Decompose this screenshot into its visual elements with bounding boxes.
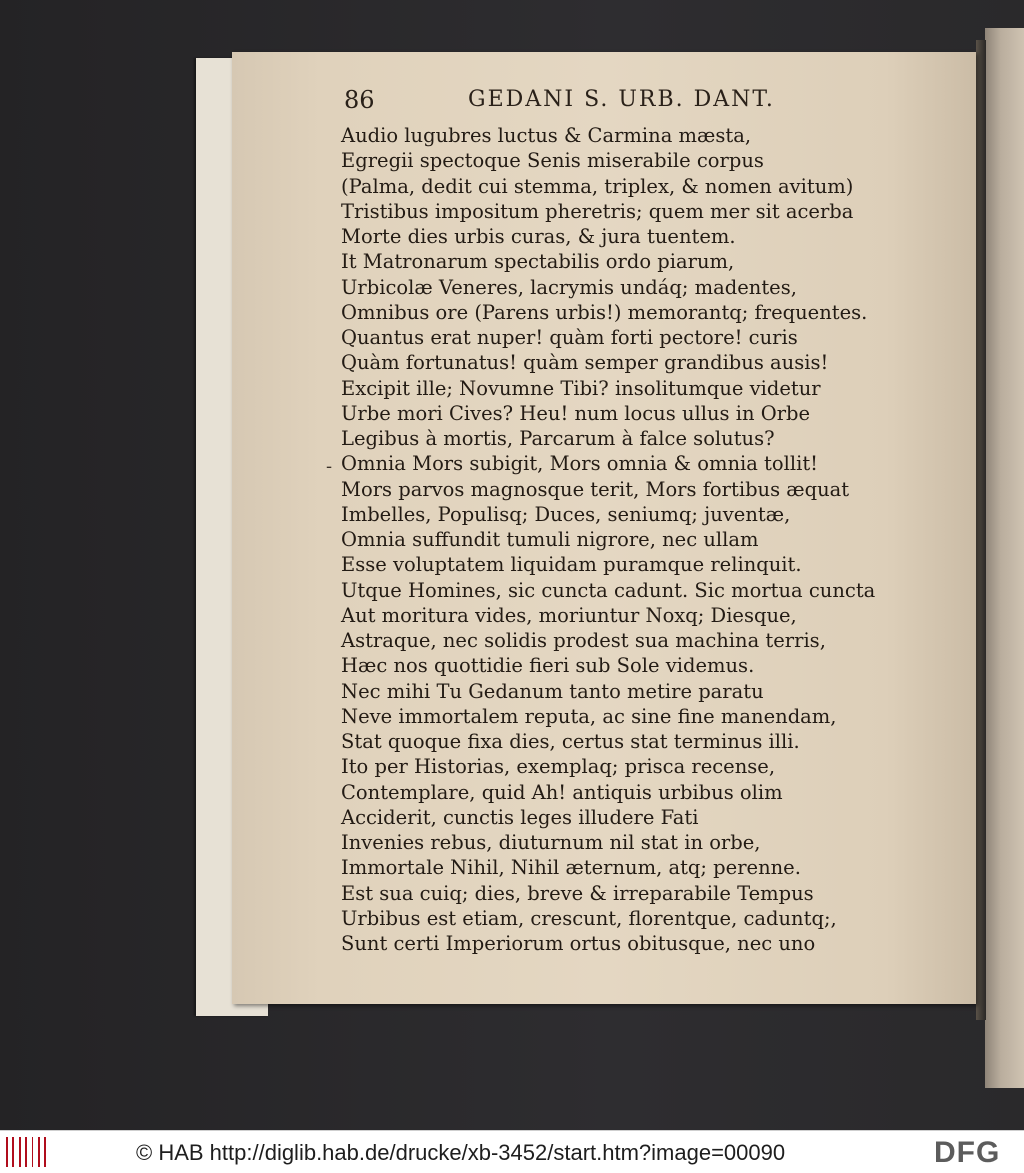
text-line: Audio lugubres luctus & Carmina mæsta, (341, 124, 752, 147)
text-line: Urbicolæ Veneres, lacrymis undáq; madentes, (341, 275, 797, 299)
text-line: Aut moritura vides, moriuntur Noxq; Diesque, (341, 603, 797, 627)
text-line: Neve immortalem reputa, ac sine fine manendam, (341, 704, 837, 728)
text-line: Contemplare, quid Ah! antiquis urbibus olim (341, 780, 783, 804)
facing-page-edge (985, 28, 1024, 1088)
text-line: Quantus erat nuper! quàm forti pectore! curis (341, 326, 798, 349)
dfg-logo: DFG (934, 1136, 1001, 1169)
text-line: (Palma, dedit cui stemma, triplex, & nomen avitum) (341, 174, 854, 198)
page-number: 86 (344, 86, 375, 114)
text-line: Mors parvos magnosque terit, Mors fortibus æquat (341, 477, 850, 501)
hab-logo-icon (6, 1137, 46, 1167)
text-line: It Matronarum spectabilis ordo piarum, (341, 250, 735, 274)
text-line: Ito per Historias, exemplaq; prisca recense, (341, 755, 776, 779)
text-line: Immortale Nihil, Nihil æternum, atq; perenne. (341, 856, 801, 880)
text-line: Omnia Mors subigit, Mors omnia & omnia tollit! (341, 452, 819, 476)
text-line: Esse voluptatem liquidam puramque relinquit. (341, 553, 802, 577)
text-line: Imbelles, Populisq; Duces, seniumq; juventæ, (341, 502, 791, 526)
text-line: Stat quoque fixa dies, certus stat terminus illi. (341, 730, 800, 753)
viewer-footer (0, 1130, 1024, 1173)
text-line: Urbibus est etiam, crescunt, florentque, caduntq;, (341, 906, 837, 930)
text-line: Invenies rebus, diuturnum nil stat in orbe, (341, 831, 761, 854)
text-line: Acciderit, cunctis leges illudere Fati (341, 805, 699, 829)
text-line: Astraque, nec solidis prodest sua machina terris, (341, 629, 826, 652)
copyright-link[interactable]: © HAB http://diglib.hab.de/drucke/xb-3452/start.htm?image=00090 (136, 1140, 786, 1165)
text-line: Quàm fortunatus! quàm semper grandibus ausis! (341, 351, 829, 375)
text-line: Hæc nos quottidie fieri sub Sole videmus. (341, 654, 755, 678)
poem-text (341, 123, 901, 956)
text-line: Excipit ille; Novumne Tibi? insolitumque videtur (341, 376, 821, 400)
book-gutter (976, 40, 986, 1020)
text-line: Omnibus ore (Parens urbis!) memorantq; frequentes. (341, 300, 868, 324)
text-line: Urbe mori Cives? Heu! num locus ullus in Orbe (341, 401, 811, 425)
running-head: GEDANI S. URB. DANT. (468, 87, 775, 112)
text-line: Utque Homines, sic cuncta cadunt. Sic mortua cuncta (341, 578, 876, 602)
text-line: Egregii spectoque Senis miserabile corpus (341, 149, 764, 173)
text-line: Sunt certi Imperiorum ortus obitusque, nec uno (341, 932, 816, 955)
text-line: Legibus à mortis, Parcarum à falce solutus? (341, 427, 775, 450)
text-line: Est sua cuiq; dies, breve & irreparabile Tempus (341, 881, 814, 905)
text-line: Morte dies urbis curas, & jura tuentem. (341, 225, 736, 248)
text-line: Omnia suffundit tumuli nigrore, nec ullam (341, 528, 759, 551)
margin-mark: - (326, 456, 333, 477)
text-line: Tristibus impositum pheretris; quem mer sit acerba (341, 199, 854, 223)
text-line: Nec mihi Tu Gedanum tanto metire paratu (341, 679, 764, 703)
page-header (344, 86, 774, 122)
